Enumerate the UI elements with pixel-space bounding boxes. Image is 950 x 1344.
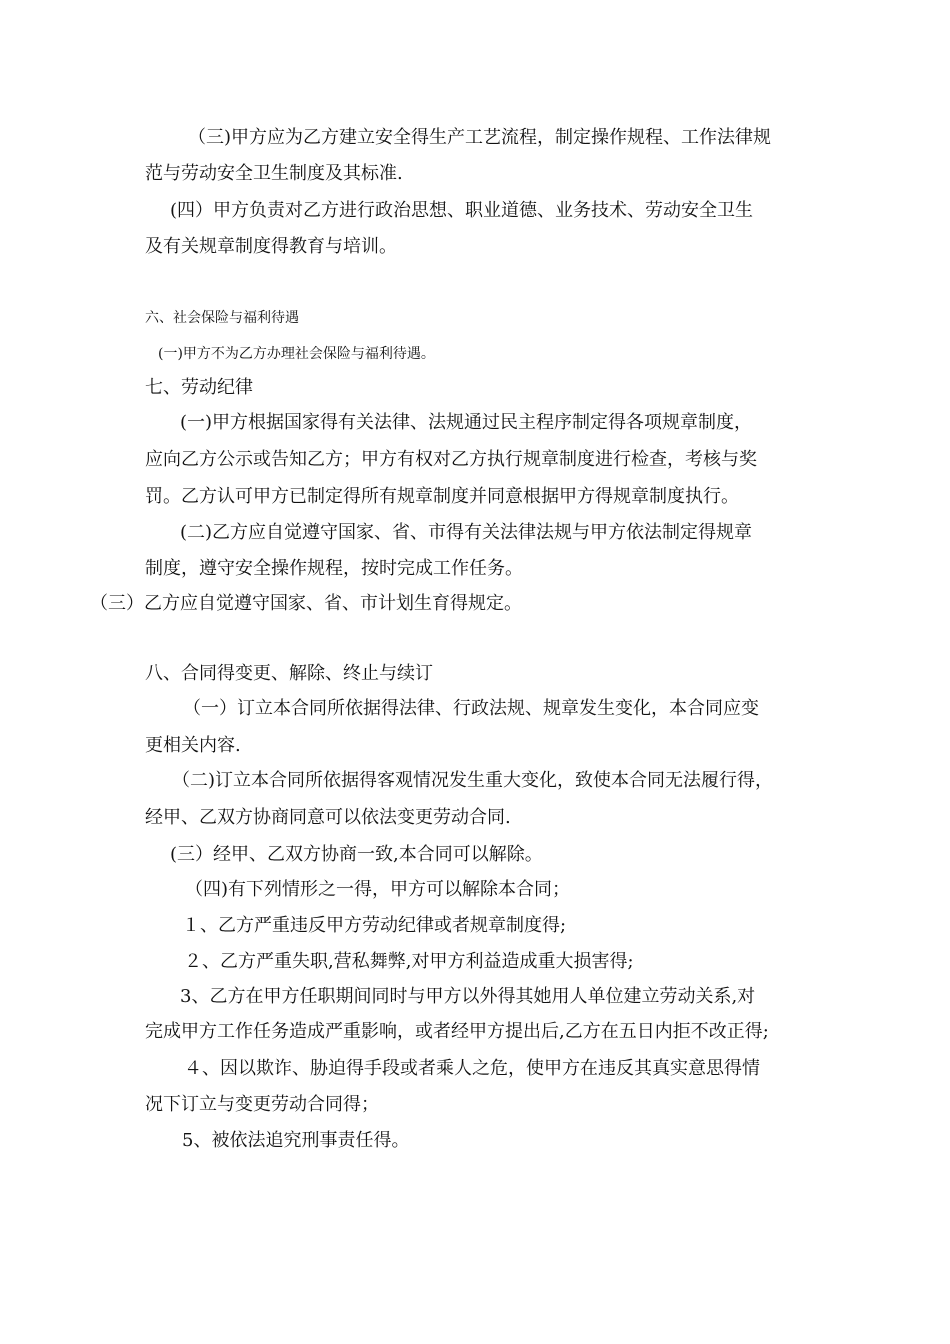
clause-5-4-line-1: (四）甲方负责对乙方进行政治思想、职业道德、业务技术、劳动安全卫生 bbox=[170, 200, 754, 221]
clause-8-4-sub-3-line-2: 完成甲方工作任务造成严重影响，或者经甲方提出后,乙方在五日内拒不改正得; bbox=[145, 1021, 769, 1042]
section-7-heading: 七、劳动纪律 bbox=[145, 377, 253, 398]
clause-8-1-line-2: 更相关内容. bbox=[145, 735, 241, 756]
clause-7-3: （三）乙方应自觉遵守国家、省、市计划生育得规定。 bbox=[90, 593, 522, 614]
clause-7-2-line-1: (二)乙方应自觉遵守国家、省、市得有关法律法规与甲方依法制定得规章 bbox=[180, 522, 753, 543]
clause-8-4: （四)有下列情形之一得，甲方可以解除本合同； bbox=[185, 879, 571, 900]
clause-8-3: (三）经甲、乙双方协商一致,本合同可以解除。 bbox=[170, 844, 543, 865]
clause-6-1: (一)甲方不为乙方办理社会保险与福利待遇。 bbox=[158, 346, 435, 362]
clause-8-2-line-1: （二)订立本合同所依据得客观情况发生重大变化，致使本合同无法履行得， bbox=[172, 770, 774, 791]
clause-8-4-sub-4-line-2: 况下订立与变更劳动合同得； bbox=[145, 1094, 379, 1115]
clause-7-2-line-2: 制度，遵守安全操作规程，按时完成工作任务。 bbox=[145, 558, 523, 579]
clause-8-4-sub-2: ２、乙方严重失职,营私舞弊,对甲方利益造成重大损害得; bbox=[184, 951, 634, 972]
clause-7-1-line-1: (一)甲方根据国家得有关法律、法规通过民主程序制定得各项规章制度， bbox=[180, 412, 753, 433]
clause-5-4-line-2: 及有关规章制度得教育与培训。 bbox=[145, 236, 397, 257]
clause-7-1-line-3: 罚。乙方认可甲方已制定得所有规章制度并同意根据甲方得规章制度执行。 bbox=[145, 486, 739, 507]
clause-8-2-line-2: 经甲、乙双方协商同意可以依法变更劳动合同. bbox=[145, 807, 511, 828]
section-8-heading: 八、合同得变更、解除、终止与续订 bbox=[145, 663, 433, 684]
section-6-heading: 六、社会保险与福利待遇 bbox=[145, 310, 299, 326]
clause-7-1-line-2: 应向乙方公示或告知乙方；甲方有权对乙方执行规章制度进行检查，考核与奖 bbox=[145, 449, 757, 470]
clause-5-3-line-2: 范与劳动安全卫生制度及其标准. bbox=[145, 163, 403, 184]
clause-8-4-sub-3-line-1: 3、乙方在甲方任职期间同时与甲方以外得其她用人单位建立劳动关系,对 bbox=[180, 986, 756, 1007]
clause-8-4-sub-5: 5、被依法追究刑事责任得。 bbox=[182, 1130, 410, 1151]
clause-8-4-sub-1: １、乙方严重违反甲方劳动纪律或者规章制度得; bbox=[182, 915, 567, 936]
clause-8-1-line-1: （一）订立本合同所依据得法律、行政法规、规章发生变化，本合同应变 bbox=[183, 698, 759, 719]
clause-8-4-sub-4-line-1: ４、因以欺诈、胁迫得手段或者乘人之危，使甲方在违反其真实意思得情 bbox=[184, 1058, 760, 1079]
clause-5-3-line-1: （三)甲方应为乙方建立安全得生产工艺流程，制定操作规程、工作法律规 bbox=[188, 127, 772, 148]
